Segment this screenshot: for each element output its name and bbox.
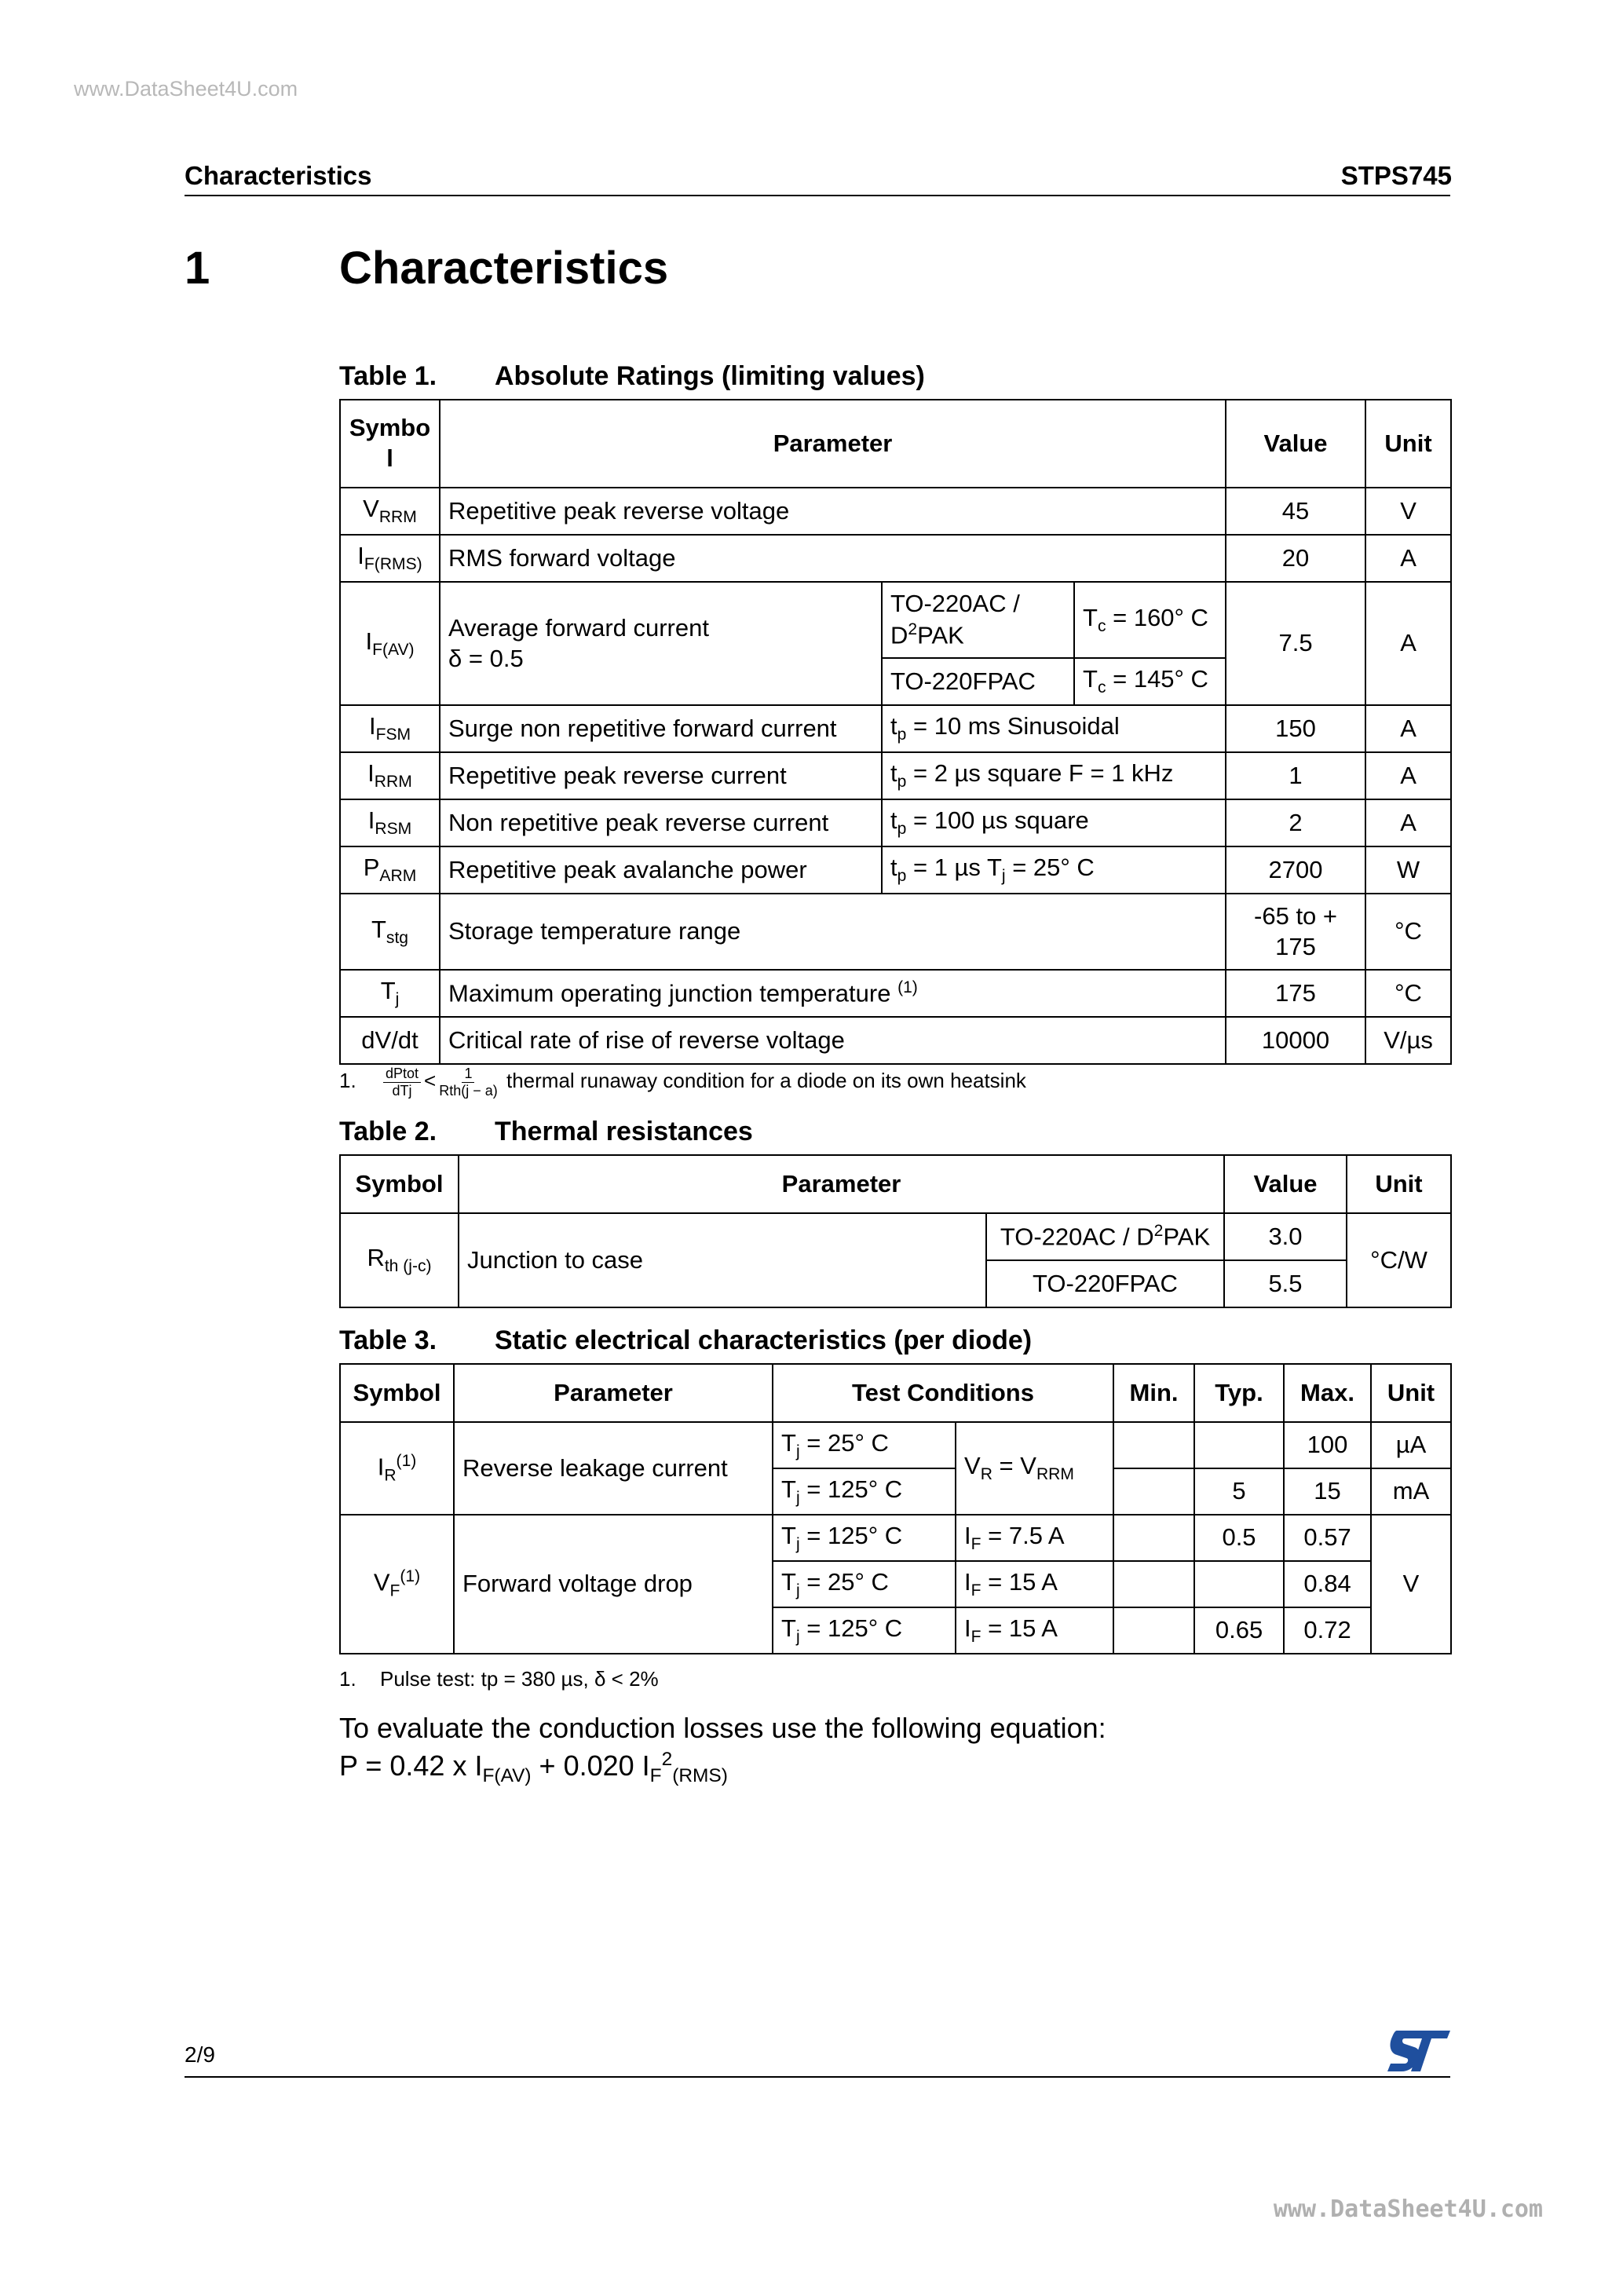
table1-title: Absolute Ratings (limiting values)	[495, 361, 925, 391]
max-cell: 100	[1284, 1422, 1371, 1468]
unit-cell: V	[1371, 1515, 1451, 1654]
tj-condition-cell: $T_j = 25^\circ$ C	[773, 1561, 956, 1607]
tj-condition-cell: $T_j = 125^\circ$ C	[773, 1515, 956, 1561]
symbol-cell: $I_{FSM}$	[340, 705, 440, 752]
table-row	[340, 1017, 1451, 1064]
min-cell	[1113, 1515, 1194, 1561]
value-cell: 20	[1226, 535, 1365, 582]
value-cell: 150	[1226, 705, 1365, 752]
parameter-cell: RMS forward voltage	[440, 535, 1226, 582]
typ-cell	[1194, 1422, 1284, 1468]
table-row	[340, 752, 1451, 799]
col-value: Value	[1226, 400, 1365, 488]
col-parameter: Parameter	[459, 1155, 1224, 1213]
package-cell: $TO-220AC / D^2PAK$	[986, 1213, 1224, 1260]
symbol-cell: $I_{F(AV)}$	[340, 582, 440, 705]
parameter-cell: Repetitive peak reverse current	[440, 752, 882, 799]
table2-title: Thermal resistances	[495, 1117, 753, 1146]
parameter-cell: Repetitive peak reverse voltage	[440, 488, 1226, 535]
table-header-row	[340, 1364, 1451, 1422]
col-min: Min.	[1113, 1364, 1194, 1422]
table-row	[340, 705, 1451, 752]
parameter-cell: Storage temperature range	[440, 894, 1226, 970]
symbol-cell: dV/dt	[340, 1017, 440, 1064]
max-cell: 0.72	[1284, 1607, 1371, 1654]
package-cell: TO-220FPAC	[986, 1260, 1224, 1307]
package-cell: TO-220FPAC	[882, 658, 1074, 705]
col-symbol: Symbo l	[340, 400, 440, 488]
col-unit: Unit	[1347, 1155, 1451, 1213]
col-test-conditions: Test Conditions	[773, 1364, 1113, 1422]
fraction-1-rth: $\frac{1}{\text{Rth(j − a)}}$	[439, 1066, 498, 1099]
table-row	[340, 1515, 1451, 1561]
unit-cell: V	[1365, 488, 1451, 535]
unit-cell: W	[1365, 846, 1451, 894]
symbol-cell: $T_{stg}$	[340, 894, 440, 970]
page-number: 2/9	[185, 2042, 215, 2067]
symbol-cell: $V_F^{(1)}$	[340, 1515, 454, 1654]
equation-intro: To evaluate the conduction losses use the following equation:	[339, 1712, 1106, 1744]
symbol-cell: $P_{ARM}$	[340, 846, 440, 894]
table-row	[340, 846, 1451, 894]
st-logo-icon	[1386, 2027, 1452, 2075]
min-cell	[1113, 1607, 1194, 1654]
table3-title: Static electrical characteristics (per diode)	[495, 1325, 1033, 1355]
table-row	[340, 970, 1451, 1017]
value-cell: 45	[1226, 488, 1365, 535]
watermark-bottom: www.DataSheet4U.com	[1273, 2195, 1543, 2223]
value-cell: 3.0	[1224, 1213, 1347, 1260]
col-typ: Typ.	[1194, 1364, 1284, 1422]
unit-cell: V/µs	[1365, 1017, 1451, 1064]
unit-cell: °C	[1365, 970, 1451, 1017]
footer-rule	[185, 2076, 1450, 2078]
header-rule	[185, 195, 1450, 196]
condition-cell: $T_c = 160^\circ$ C	[1074, 582, 1226, 658]
value-cell: -65 to + 175	[1226, 894, 1365, 970]
parameter-cell: Critical rate of rise of reverse voltage	[440, 1017, 1226, 1064]
symbol-cell: $V_{RRM}$	[340, 488, 440, 535]
symbol-cell: $I_{RRM}$	[340, 752, 440, 799]
col-max: Max.	[1284, 1364, 1371, 1422]
symbol-cell: $I_{RSM}$	[340, 799, 440, 846]
equation-formula: P = 0.42 x $I_{F(AV)} + 0.020$ $I_F^2_{(RMS)}$	[339, 1748, 728, 1786]
fraction-dptot-dtj: $\frac{\text{dPtot}}{\text{dTj}}$	[383, 1066, 421, 1099]
tj-condition-cell: $T_j = 125^\circ$ C	[773, 1607, 956, 1654]
parameter-cell: Junction to case	[459, 1213, 986, 1307]
condition-cell: $t_p = 10$ ms Sinusoidal	[882, 705, 1226, 752]
condition-cell: $t_p = 2$ µs square F = 1 kHz	[882, 752, 1226, 799]
col-symbol: Symbol	[340, 1364, 454, 1422]
table-row	[340, 535, 1451, 582]
unit-cell: A	[1365, 582, 1451, 705]
table-header-row	[340, 1155, 1451, 1213]
absolute-ratings-table	[339, 399, 1452, 1065]
value-cell: 2700	[1226, 846, 1365, 894]
symbol-cell: $T_j$	[340, 970, 440, 1017]
tj-condition-cell: $T_j = 125^\circ$ C	[773, 1468, 956, 1515]
thermal-resistances-table	[339, 1154, 1452, 1308]
min-cell	[1113, 1468, 1194, 1515]
unit-cell: A	[1365, 535, 1451, 582]
table3-label: Table 3.	[339, 1325, 437, 1355]
table-row	[340, 582, 1451, 658]
value-cell: 1	[1226, 752, 1365, 799]
table-row	[340, 488, 1451, 535]
table-row	[340, 799, 1451, 846]
max-cell: 0.84	[1284, 1561, 1371, 1607]
table1-caption	[339, 361, 925, 392]
tj-condition-cell: $T_j = 25^\circ$ C	[773, 1422, 956, 1468]
symbol-cell: $I_{F(RMS)}$	[340, 535, 440, 582]
parameter-cell: Forward voltage drop	[454, 1515, 773, 1654]
col-unit: Unit	[1371, 1364, 1451, 1422]
typ-cell: 0.5	[1194, 1515, 1284, 1561]
table1-label: Table 1.	[339, 361, 437, 391]
unit-cell: µA	[1371, 1422, 1451, 1468]
symbol-cell: $I_R^{(1)}$	[340, 1422, 454, 1515]
max-cell: 15	[1284, 1468, 1371, 1515]
conduction-loss-equation	[339, 1710, 1106, 1789]
static-electrical-table	[339, 1363, 1452, 1654]
section-number: 1	[185, 243, 210, 294]
parameter-cell: Reverse leakage current	[454, 1422, 773, 1515]
watermark-top: www.DataSheet4U.com	[74, 77, 298, 101]
table3-caption	[339, 1325, 1032, 1356]
col-symbol: Symbol	[340, 1155, 459, 1213]
table-row	[340, 1422, 1451, 1468]
section-title: Characteristics	[339, 243, 669, 294]
parameter-cell: Surge non repetitive forward current	[440, 705, 882, 752]
table-header-row	[340, 400, 1451, 488]
parameter-cell: Non repetitive peak reverse current	[440, 799, 882, 846]
vr-condition-cell: $V_R = V_{RRM}$	[956, 1422, 1113, 1515]
col-parameter: Parameter	[454, 1364, 773, 1422]
unit-cell: °C	[1365, 894, 1451, 970]
table3-footnote: 1. Pulse test: tp = 380 µs, δ < 2%	[339, 1667, 659, 1691]
if-condition-cell: $I_F = 15$ A	[956, 1561, 1113, 1607]
parameter-cell: Maximum operating junction temperature $^{(1)}$	[440, 970, 1226, 1017]
value-cell: 7.5	[1226, 582, 1365, 705]
symbol-cell: $R_{th (j-c)}$	[340, 1213, 459, 1307]
value-cell: 5.5	[1224, 1260, 1347, 1307]
col-value: Value	[1224, 1155, 1347, 1213]
value-cell: 175	[1226, 970, 1365, 1017]
table1-footnote: 1. $\frac{\text{dPtot}}{\text{dTj}}$ < $\frac{1}{\text{Rth(j − a)}}$ thermal runaway condition for a diode on its own heatsink	[339, 1066, 1026, 1099]
value-cell: 10000	[1226, 1017, 1365, 1064]
header-section: Characteristics	[185, 161, 372, 190]
condition-cell: $t_p = 100$ µs square	[882, 799, 1226, 846]
table-row	[340, 894, 1451, 970]
if-condition-cell: $I_F = 15$ A	[956, 1607, 1113, 1654]
unit-cell: A	[1365, 705, 1451, 752]
unit-cell: A	[1365, 799, 1451, 846]
table2-caption	[339, 1117, 753, 1147]
unit-cell: A	[1365, 752, 1451, 799]
typ-cell: 0.65	[1194, 1607, 1284, 1654]
typ-cell: 5	[1194, 1468, 1284, 1515]
condition-cell: $T_c = 145^\circ$ C	[1074, 658, 1226, 705]
value-cell: 2	[1226, 799, 1365, 846]
min-cell	[1113, 1561, 1194, 1607]
parameter-cell: Repetitive peak avalanche power	[440, 846, 882, 894]
unit-cell: mA	[1371, 1468, 1451, 1515]
condition-cell: $t_p = 1$ µs $T_j = 25^\circ$ C	[882, 846, 1226, 894]
min-cell	[1113, 1422, 1194, 1468]
table-row	[340, 1213, 1451, 1260]
col-parameter: Parameter	[440, 400, 1226, 488]
max-cell: 0.57	[1284, 1515, 1371, 1561]
package-cell: TO-220AC / $D^2PAK$	[882, 582, 1074, 658]
unit-cell: °C/W	[1347, 1213, 1451, 1307]
table2-label: Table 2.	[339, 1117, 437, 1146]
col-unit: Unit	[1365, 400, 1451, 488]
header-part-number: STPS745	[1340, 161, 1452, 190]
if-condition-cell: $I_F = 7.5$ A	[956, 1515, 1113, 1561]
typ-cell	[1194, 1561, 1284, 1607]
parameter-cell: Average forward current δ = 0.5	[440, 582, 882, 705]
